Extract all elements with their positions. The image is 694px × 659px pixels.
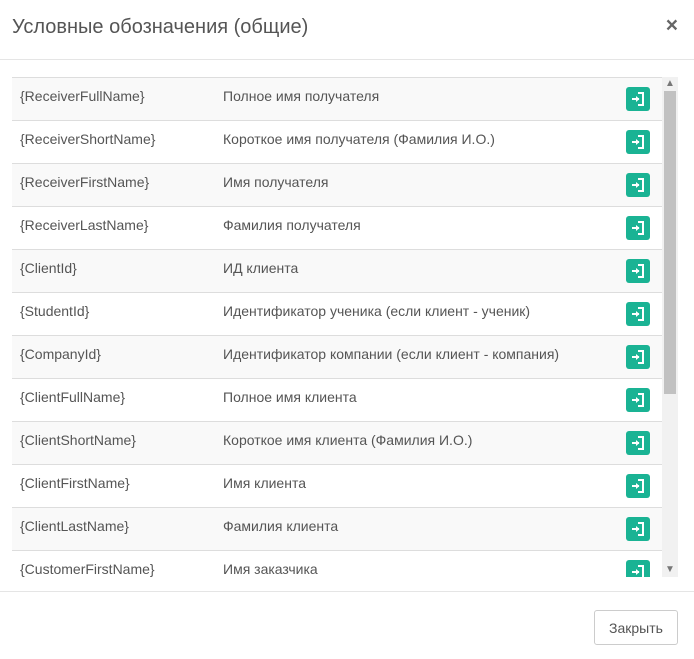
placeholder-description: Полное имя получателя (223, 88, 380, 104)
placeholder-description: Короткое имя получателя (Фамилия И.О.) (223, 131, 495, 147)
table-row (12, 164, 662, 207)
sign-in-icon (630, 177, 646, 193)
placeholder-description: Идентификатор ученика (если клиент - ученик) (223, 303, 531, 319)
placeholder-description: Имя получателя (223, 174, 329, 190)
placeholder-code: {ClientFullName} (20, 389, 126, 405)
table-row (12, 121, 662, 164)
table-row (12, 78, 662, 121)
sign-in-icon (630, 91, 646, 107)
sign-in-icon (630, 134, 646, 150)
placeholder-description: Короткое имя клиента (Фамилия И.О.) (223, 432, 473, 448)
placeholder-code: {CompanyId} (20, 346, 101, 362)
sign-in-icon (630, 392, 646, 408)
placeholder-code: {ClientLastName} (20, 518, 129, 534)
sign-in-icon (630, 220, 646, 236)
table-row (12, 207, 662, 250)
sign-in-icon (630, 306, 646, 322)
insert-button[interactable] (626, 517, 650, 541)
insert-button[interactable] (626, 560, 650, 577)
sign-in-icon (630, 263, 646, 279)
insert-button[interactable] (626, 87, 650, 111)
insert-button[interactable] (626, 302, 650, 326)
placeholder-description: Полное имя клиента (223, 389, 357, 405)
table-row (12, 379, 662, 422)
table-row (12, 422, 662, 465)
insert-button[interactable] (626, 173, 650, 197)
placeholder-code: {ClientFirstName} (20, 475, 130, 491)
placeholder-code: {ReceiverFullName} (20, 88, 145, 104)
insert-button[interactable] (626, 216, 650, 240)
close-button[interactable]: Закрыть (594, 610, 678, 645)
modal-header (0, 0, 694, 60)
placeholder-description: Имя клиента (223, 475, 306, 491)
placeholder-code: {ReceiverLastName} (20, 217, 149, 233)
placeholder-code: {StudentId} (20, 303, 90, 319)
table-row (12, 336, 662, 379)
placeholder-description: Фамилия получателя (223, 217, 361, 233)
close-icon[interactable]: × (665, 14, 678, 37)
placeholder-code: {ClientShortName} (20, 432, 136, 448)
chevron-up-icon[interactable]: ▲ (665, 78, 675, 89)
table-row (12, 250, 662, 293)
sign-in-icon (630, 521, 646, 537)
legend-table (12, 77, 662, 577)
sign-in-icon (630, 349, 646, 365)
placeholder-description: Фамилия клиента (223, 518, 339, 534)
insert-button[interactable] (626, 130, 650, 154)
table-row (12, 508, 662, 551)
insert-button[interactable] (626, 388, 650, 412)
placeholder-code: {ClientId} (20, 260, 77, 276)
sign-in-icon (630, 564, 646, 577)
sign-in-icon (630, 435, 646, 451)
table-row (12, 465, 662, 508)
placeholder-description: Имя заказчика (223, 561, 318, 577)
modal-body (12, 77, 678, 577)
table-row (12, 293, 662, 336)
sign-in-icon (630, 478, 646, 494)
placeholder-code: {CustomerFirstName} (20, 561, 155, 577)
table-row (12, 551, 662, 577)
placeholder-description: ИД клиента (223, 260, 299, 276)
insert-button[interactable] (626, 259, 650, 283)
placeholder-code: {ReceiverShortName} (20, 131, 156, 147)
placeholder-code: {ReceiverFirstName} (20, 174, 150, 190)
modal-title: Условные обозначения (общие) (12, 16, 309, 38)
chevron-down-icon[interactable]: ▼ (665, 564, 675, 575)
scrollbar[interactable] (662, 77, 678, 577)
insert-button[interactable] (626, 474, 650, 498)
scrollbar-thumb[interactable] (664, 91, 676, 394)
insert-button[interactable] (626, 431, 650, 455)
placeholder-description: Идентификатор компании (если клиент - компания) (223, 346, 560, 362)
insert-button[interactable] (626, 345, 650, 369)
modal-footer (0, 591, 694, 659)
